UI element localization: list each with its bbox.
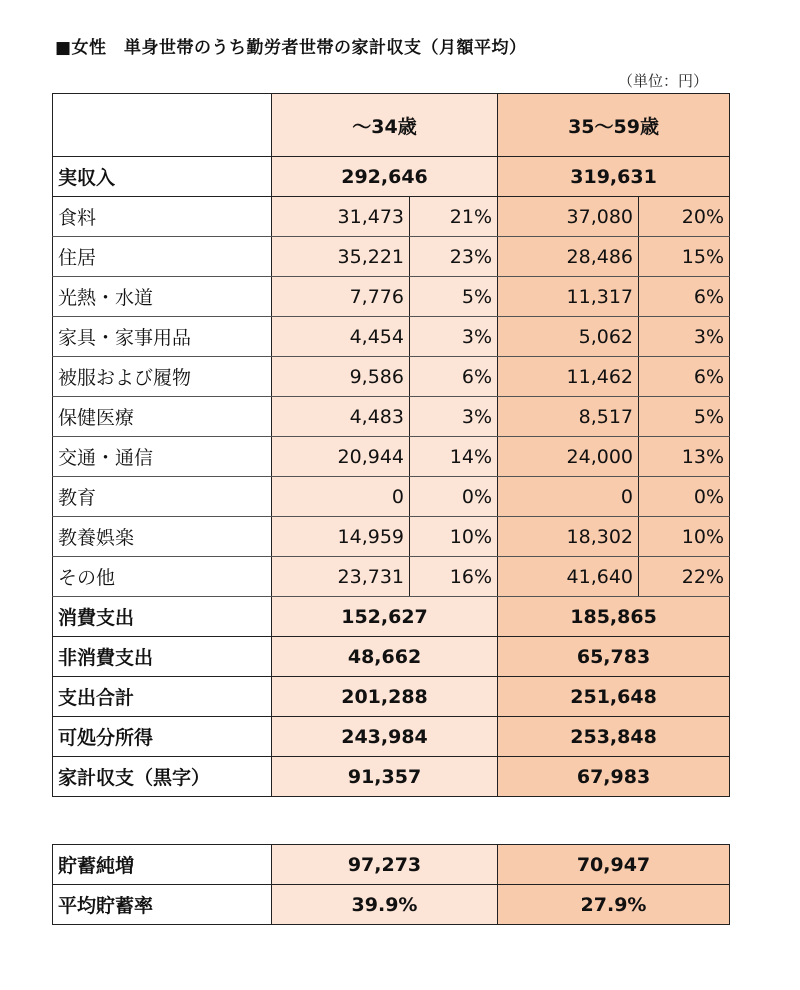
amount-35-59: 5,062: [498, 317, 639, 357]
row-label: 保健医療: [53, 397, 272, 437]
expense-row: [53, 277, 730, 317]
row-label: 光熱・水道: [53, 277, 272, 317]
amount-under-34: 0: [272, 477, 410, 517]
row-label: 家計収支（黒字）: [53, 757, 272, 797]
value-35-59: 67,983: [498, 757, 730, 797]
row-label: その他: [53, 557, 272, 597]
amount-under-34: 23,731: [272, 557, 410, 597]
row-label: 被服および履物: [53, 357, 272, 397]
share-under-34: 5%: [410, 277, 498, 317]
expense-row: [53, 237, 730, 277]
share-35-59: 3%: [639, 317, 730, 357]
amount-35-59: 24,000: [498, 437, 639, 477]
summary-row: [53, 717, 730, 757]
amount-35-59: 11,317: [498, 277, 639, 317]
column-header-under-34: ～34歳: [272, 94, 498, 157]
share-under-34: 0%: [410, 477, 498, 517]
row-label: 貯蓄純増: [53, 845, 272, 885]
budget-table: [52, 93, 730, 797]
expense-row: [53, 517, 730, 557]
summary-row: [53, 757, 730, 797]
expense-row: [53, 477, 730, 517]
expense-row: [53, 557, 730, 597]
amount-35-59: 41,640: [498, 557, 639, 597]
row-label: 可処分所得: [53, 717, 272, 757]
share-under-34: 3%: [410, 397, 498, 437]
expense-row: [53, 357, 730, 397]
page-title: ■女性 単身世帯のうち勤労者世帯の家計収支（月額平均）: [55, 38, 527, 58]
share-35-59: 13%: [639, 437, 730, 477]
amount-35-59: 37,080: [498, 197, 639, 237]
savings-row: [53, 845, 730, 885]
share-under-34: 6%: [410, 357, 498, 397]
amount-35-59: 11,462: [498, 357, 639, 397]
expense-row: [53, 437, 730, 477]
amount-under-34: 35,221: [272, 237, 410, 277]
amount-35-59: 0: [498, 477, 639, 517]
value-under-34: 152,627: [272, 597, 498, 637]
summary-row: [53, 677, 730, 717]
value-under-34: 48,662: [272, 637, 498, 677]
row-label: 家具・家事用品: [53, 317, 272, 357]
amount-under-34: 4,454: [272, 317, 410, 357]
column-header-35-59: 35～59歳: [498, 94, 730, 157]
amount-under-34: 4,483: [272, 397, 410, 437]
share-under-34: 16%: [410, 557, 498, 597]
row-label: 平均貯蓄率: [53, 885, 272, 925]
expense-row: [53, 397, 730, 437]
summary-row: [53, 637, 730, 677]
row-label: 食料: [53, 197, 272, 237]
value-35-59: 319,631: [498, 157, 730, 197]
amount-under-34: 20,944: [272, 437, 410, 477]
value-under-34: 292,646: [272, 157, 498, 197]
value-under-34: 39.9%: [272, 885, 498, 925]
value-35-59: 27.9%: [498, 885, 730, 925]
share-under-34: 23%: [410, 237, 498, 277]
share-under-34: 3%: [410, 317, 498, 357]
row-label: 教養娯楽: [53, 517, 272, 557]
value-35-59: 185,865: [498, 597, 730, 637]
value-under-34: 91,357: [272, 757, 498, 797]
amount-35-59: 8,517: [498, 397, 639, 437]
amount-35-59: 28,486: [498, 237, 639, 277]
row-label: 交通・通信: [53, 437, 272, 477]
expense-row: [53, 197, 730, 237]
row-label: 非消費支出: [53, 637, 272, 677]
value-under-34: 201,288: [272, 677, 498, 717]
share-35-59: 6%: [639, 357, 730, 397]
share-35-59: 22%: [639, 557, 730, 597]
savings-table: [52, 844, 730, 925]
share-under-34: 21%: [410, 197, 498, 237]
share-under-34: 10%: [410, 517, 498, 557]
amount-35-59: 18,302: [498, 517, 639, 557]
share-35-59: 0%: [639, 477, 730, 517]
amount-under-34: 9,586: [272, 357, 410, 397]
row-label: 消費支出: [53, 597, 272, 637]
income-row: [53, 157, 730, 197]
row-label: 実収入: [53, 157, 272, 197]
unit-label: （単位：円）: [617, 72, 708, 90]
row-label: 住居: [53, 237, 272, 277]
share-35-59: 5%: [639, 397, 730, 437]
expense-row: [53, 317, 730, 357]
value-35-59: 70,947: [498, 845, 730, 885]
share-35-59: 10%: [639, 517, 730, 557]
amount-under-34: 7,776: [272, 277, 410, 317]
savings-row: [53, 885, 730, 925]
value-35-59: 251,648: [498, 677, 730, 717]
summary-row: [53, 597, 730, 637]
row-label: 支出合計: [53, 677, 272, 717]
share-35-59: 20%: [639, 197, 730, 237]
amount-under-34: 14,959: [272, 517, 410, 557]
value-under-34: 97,273: [272, 845, 498, 885]
row-label: 教育: [53, 477, 272, 517]
header-empty-cell: [53, 94, 272, 157]
value-under-34: 243,984: [272, 717, 498, 757]
header-row: [53, 94, 730, 157]
share-under-34: 14%: [410, 437, 498, 477]
amount-under-34: 31,473: [272, 197, 410, 237]
value-35-59: 65,783: [498, 637, 730, 677]
share-35-59: 6%: [639, 277, 730, 317]
value-35-59: 253,848: [498, 717, 730, 757]
share-35-59: 15%: [639, 237, 730, 277]
